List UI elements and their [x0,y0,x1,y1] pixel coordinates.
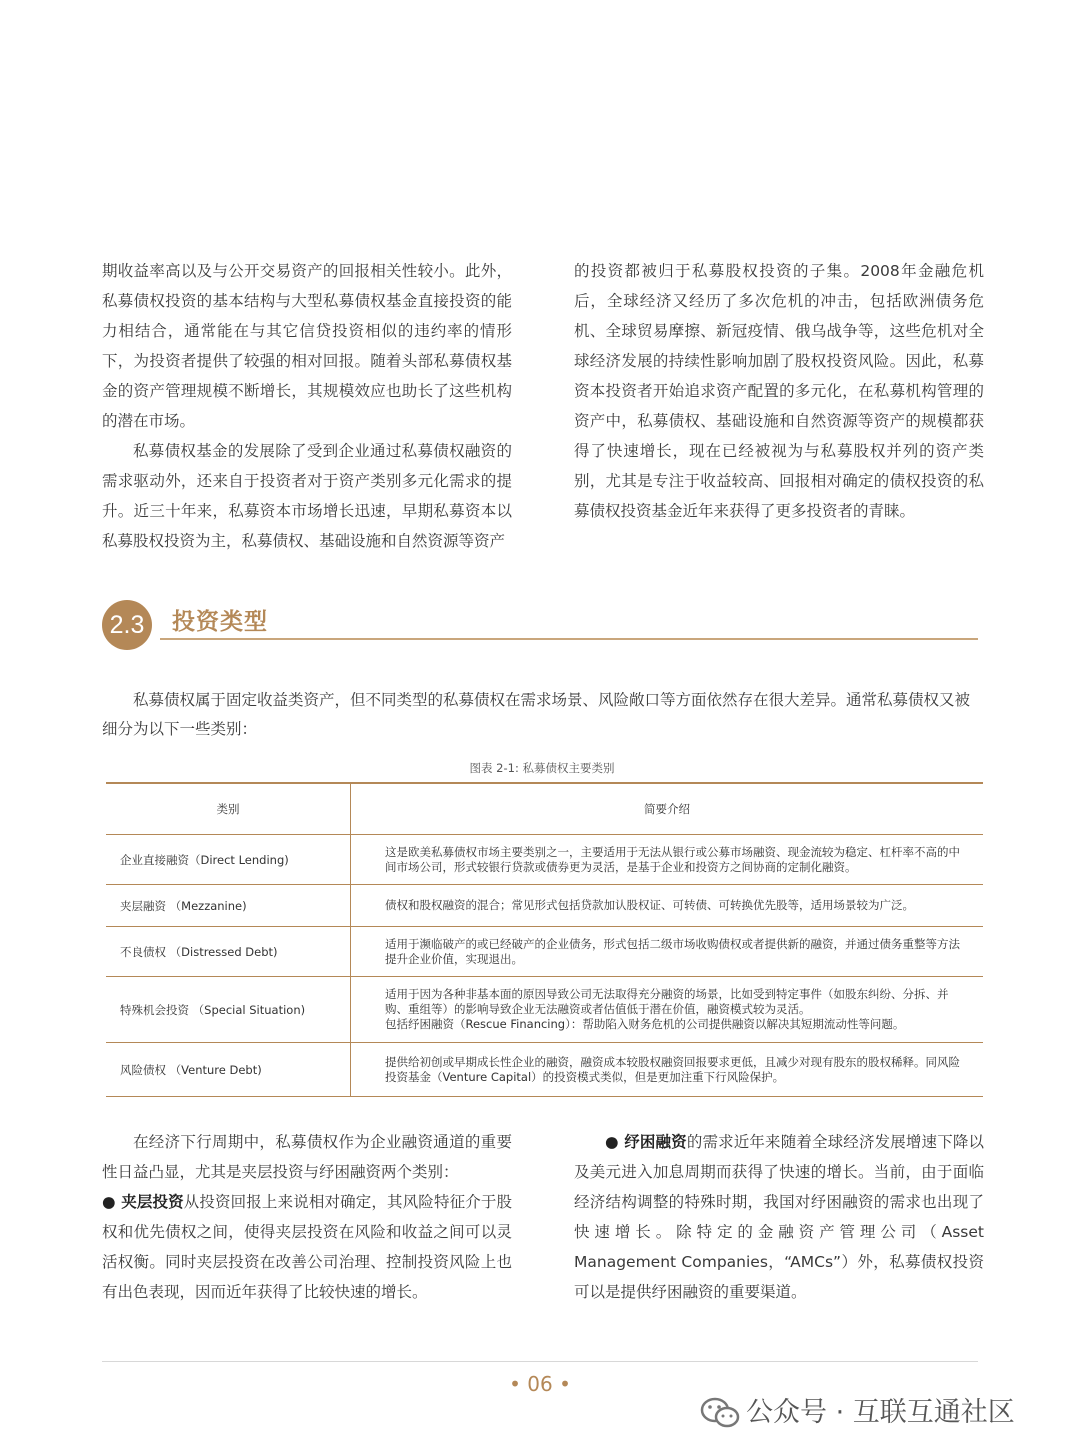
section-number-badge: 2.3 [102,600,152,650]
bullet-text: 的需求近年来随着全球经济发展增速下降以及美元进入加息周期而获得了快速的增长。当前，由于面临经济结构调整的特殊时期，我国对纾困融资的需求也出现了快速增长。除特定的金融资产管理公司（Asset Management Companies，“AMCs”）外，私募债权投资可以是提供纾困融资的重要渠道。 [574,1133,984,1301]
top-right-column [574,256,984,526]
header-description: 简要介绍 [351,783,984,835]
row-category: 特殊机会投资 （Special Situation) [106,977,351,1043]
row-description: 提供给初创或早期成长性企业的融资，融资成本较股权融资回报要求更低，且减少对现有股东的股权稀释。同风险投资基金（Venture Capital）的投资模式类似，但是更加注重下行风险保护。 [351,1043,984,1097]
table-row [106,1043,983,1097]
page-number: • 06 • [509,1372,571,1396]
row-category: 夹层融资 （Mezzanine) [106,885,351,927]
table-header-row [106,783,983,835]
category-table [106,782,983,1097]
header-category: 类别 [106,783,351,835]
row-category: 企业直接融资（Direct Lending) [106,835,351,885]
row-description: 适用于濒临破产的或已经破产的企业债务，形式包括二级市场收购债权或者提供新的融资，并通过债务重整等方法提升企业价值，实现退出。 [351,927,984,977]
table-row [106,835,983,885]
table-caption: 图表 2-1: 私募债权主要类别 [469,761,615,775]
bottom-left-column [102,1127,512,1307]
row-category: 风险债权 （Venture Debt) [106,1043,351,1097]
bullet-paragraph [574,1127,984,1307]
wechat-icon [700,1396,740,1430]
table-row [106,885,983,927]
paragraph: 期收益率高以及与公开交易资产的回报相关性较小。此外，私募债权投资的基本结构与大型私募债权基金直接投资的能力相结合，通常能在与其它信贷投资相似的违约率的情形下，为投资者提供了较强的相对回报。随着头部私募债权基金的资产管理规模不断增长，其规模效应也助长了这些机构的潜在市场。 [102,262,512,430]
row-description-line: 包括纾困融资（Rescue Financing）：帮助陷入财务危机的公司提供融资以解决其短期流动性等问题。 [385,1017,905,1031]
section-divider [160,638,978,640]
row-category: 不良债权 （Distressed Debt) [106,927,351,977]
watermark [700,1394,1050,1434]
table-row [106,927,983,977]
footer-divider [102,1361,978,1362]
paragraph: 私募债权属于固定收益类资产，但不同类型的私募债权在需求场景、风险敞口等方面依然存在很大差异。通常私募债权又被细分为以下一些类别： [102,691,971,738]
table-row [106,977,983,1043]
section-title: 投资类型 [172,609,268,635]
bullet-title: ● 纾困融资 [605,1133,687,1151]
paragraph: 在经济下行周期中，私募债权作为企业融资通道的重要性日益凸显，尤其是夹层投资与纾困融资两个类别： [102,1133,512,1181]
row-description: 债权和股权融资的混合；常见形式包括贷款加认股权证、可转债、可转换优先股等，适用场景较为广泛。 [351,885,984,927]
paragraph: 的投资都被归于私募股权投资的子集。2008年金融危机后，全球经济又经历了多次危机的冲击，包括欧洲债务危机、全球贸易摩擦、新冠疫情、俄乌战争等，这些危机对全球经济发展的持续性影响加剧了股权投资风险。因此，私募资本投资者开始追求资产配置的多元化，在私募机构管理的资产中，私募债权、基础设施和自然资源等资产的规模都获得了快速增长，现在已经被视为与私募股权并列的资产类别，尤其是专注于收益较高、回报相对确定的债权投资的私募债权投资基金近年来获得了更多投资者的青睐。 [574,262,984,520]
row-description-line: 适用于因为各种非基本面的原因导致公司无法取得充分融资的场景，比如受到特定事件（如股东纠纷、分拆、并购、重组等）的影响导致企业无法融资或者估值低于潜在价值，融资模式较为灵活。 [385,987,949,1016]
bullet-title: ● 夹层投资 [102,1193,184,1211]
intro-text [102,686,982,744]
bottom-right-column [574,1127,984,1307]
bullet-paragraph [102,1187,512,1307]
row-description: 这是欧美私募债权市场主要类别之一，主要适用于无法从银行或公募市场融资、现金流较为稳定、杠杆率不高的中间市场公司，形式较银行贷款或债券更为灵活，是基于企业和投资方之间协商的定制化融资。 [351,835,984,885]
watermark-text: 公众号 · 互联互通社区 [746,1397,1015,1428]
row-description [351,977,984,1043]
bullet-text: 从投资回报上来说相对确定，其风险特征介于股权和优先债权之间，使得夹层投资在风险和收益之间可以灵活权衡。同时夹层投资在改善公司治理、控制投资风险上也有出色表现，因而近年获得了比较快速的增长。 [102,1193,512,1301]
top-left-column [102,256,512,556]
paragraph: 私募债权基金的发展除了受到企业通过私募债权融资的需求驱动外，还来自于投资者对于资产类别多元化需求的提升。近三十年来，私募资本市场增长迅速，早期私募资本以私募股权投资为主，私募债权、基础设施和自然资源等资产 [102,442,512,550]
